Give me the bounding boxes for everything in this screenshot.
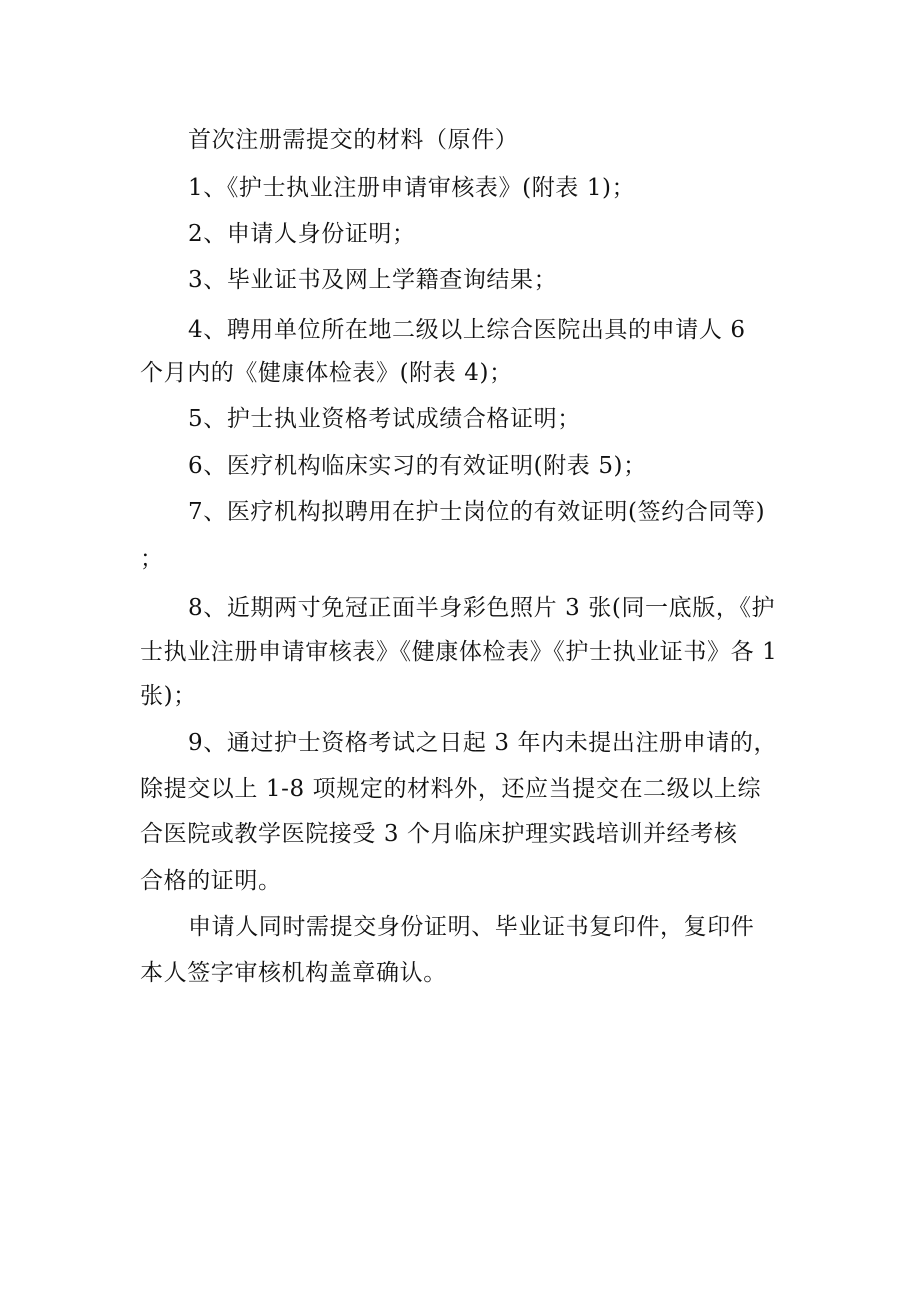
item-7-line-2: ； <box>140 546 164 572</box>
item-8-line-3: 张)； <box>140 683 197 709</box>
note-line-2: 本人签字审核机构盖章确认。 <box>140 960 447 986</box>
item-9-line-2: 除提交以上 1-8 项规定的材料外，还应当提交在二级以上综 <box>140 776 762 802</box>
note-line-1: 申请人同时需提交身份证明、毕业证书复印件，复印件 <box>188 914 755 940</box>
item-5: 5、护士执业资格考试成绩合格证明； <box>188 406 581 432</box>
item-9-line-1: 9、通过护士资格考试之日起 3 年内未提出注册申请的， <box>188 730 778 756</box>
item-9-line-3: 合医院或教学医院接受 3 个月临床护理实践培训并经考核 <box>140 821 738 847</box>
item-6: 6、医疗机构临床实习的有效证明(附表 5)； <box>188 453 647 479</box>
item-4-line-1: 4、聘用单位所在地二级以上综合医院出具的申请人 6 <box>188 317 746 343</box>
document-heading: 首次注册需提交的材料（原件） <box>188 127 519 153</box>
item-7-line-1: 7、医疗机构拟聘用在护士岗位的有效证明(签约合同等) <box>188 499 766 525</box>
item-9-line-4: 合格的证明。 <box>140 868 282 894</box>
item-8-line-1: 8、近期两寸免冠正面半身彩色照片 3 张(同一底版，《护 <box>188 595 776 621</box>
item-8-line-2: 士执业注册申请审核表》《健康体检表》《护士执业证书》各 1 <box>140 639 778 665</box>
item-3: 3、毕业证书及网上学籍查询结果； <box>188 267 558 293</box>
item-1: 1、《护士执业注册申请审核表》(附表 1)； <box>188 175 636 201</box>
item-2: 2、申请人身份证明； <box>188 221 416 247</box>
item-4-line-2: 个月内的《健康体检表》(附表 4)； <box>140 360 513 386</box>
